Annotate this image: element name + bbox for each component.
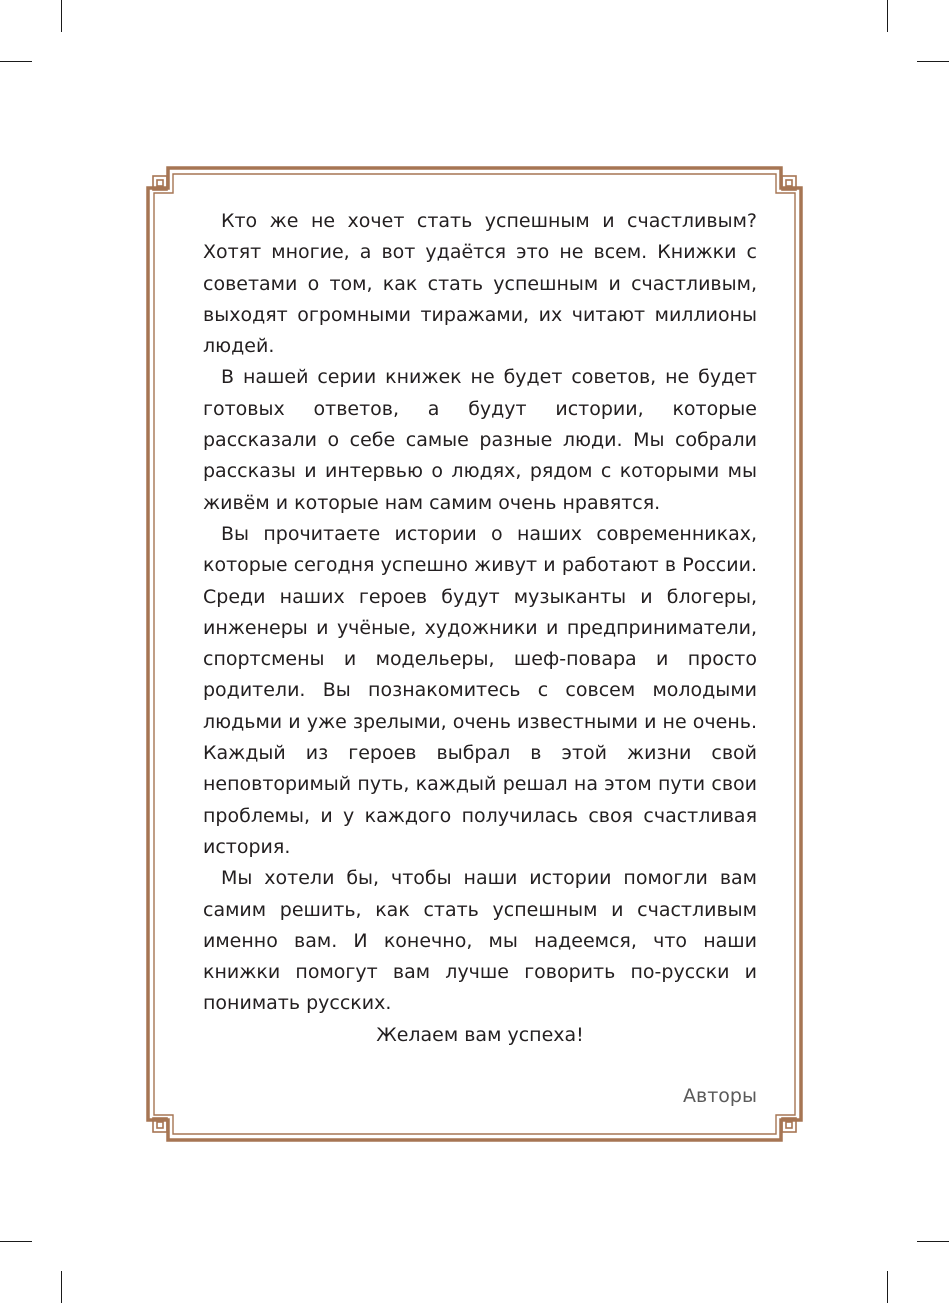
paragraph-4: Мы хотели бы, чтобы наши истории помогли вам самим решить, как стать успешным и счастливым именно вам. И конечно, мы надеемся, что наши книжки помогут вам лучше говорить по-русски и понимать русских. — [203, 867, 757, 1015]
closing-wish: Желаем вам успеха! — [376, 1023, 584, 1046]
signature: Авторы — [683, 1085, 757, 1107]
preface-text — [203, 206, 757, 1051]
paragraph-1: Кто же не хочет стать успешным и счастливым? Хотят многие, а вот удаётся это не всем. Книжки с советами о том, как стать успешным и счастливым, выходят огромными тиражами, их читают миллионы людей. — [203, 210, 757, 358]
paragraph-3: Вы прочитаете истории о наших современниках, которые сегодня успешно живут и работают в России. Среди наших героев будут музыканты и блогеры, инженеры и учёные, художники и предприниматели, спортсмены и модельеры, шеф-повара и просто родители. Вы познакомитесь с совсем молодыми людьми и уже зрелыми, очень известными и не очень. Каждый из героев выбрал в этой жизни свой неповторимый путь, каждый решал на этом пути свои проблемы, и у каждого получилась своя счастливая история. — [203, 522, 757, 858]
paragraph-2: В нашей серии книжек не будет советов, не будет готовых ответов, а будут истории, которые рассказали о себе самые разные люди. Мы собрали рассказы и интервью о людях, рядом с которыми мы живём и которые нам самим очень нравятся. — [203, 366, 757, 514]
